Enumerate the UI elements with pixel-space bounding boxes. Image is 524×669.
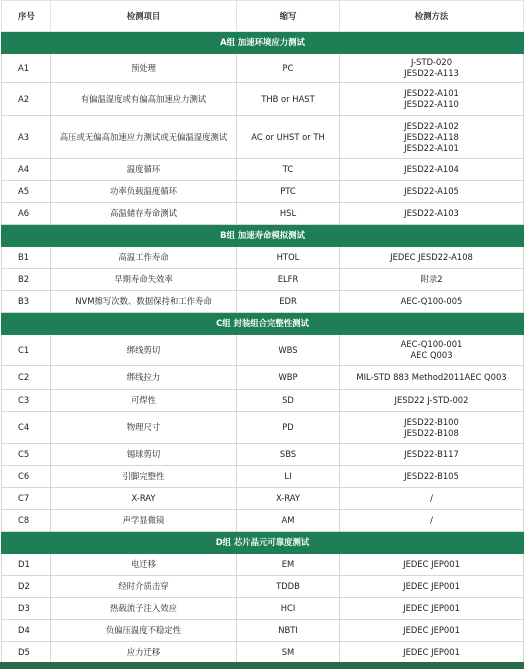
row-abbr: X-RAY xyxy=(237,488,340,510)
row-abbr: TDDB xyxy=(237,576,340,598)
row-abbr: WBP xyxy=(237,366,340,390)
row-item: NVM擦写次数、数据保持和工作寿命 xyxy=(51,291,237,313)
header-method: 检测方法 xyxy=(340,1,524,32)
row-id: B1 xyxy=(2,247,51,269)
group-title: B组 加速寿命模拟测试 xyxy=(2,225,524,247)
group-header-row xyxy=(2,32,524,54)
group-header-row xyxy=(2,225,524,247)
row-id: C4 xyxy=(2,412,51,444)
row-abbr: PTC xyxy=(237,181,340,203)
table-row xyxy=(2,620,524,642)
row-item: X-RAY xyxy=(51,488,237,510)
row-method xyxy=(340,554,524,576)
row-abbr: AC or UHST or TH xyxy=(237,116,340,159)
row-abbr: SBS xyxy=(237,444,340,466)
row-method xyxy=(340,466,524,488)
row-item: 热载流子注入效应 xyxy=(51,598,237,620)
method-line: 附录2 xyxy=(420,274,443,284)
row-id: C3 xyxy=(2,390,51,412)
method-line: MIL-STD 883 Method2011AEC Q003 xyxy=(356,372,507,382)
method-line: AEC Q003 xyxy=(410,350,453,360)
method-line: JEDEC JEP001 xyxy=(403,581,460,591)
row-abbr: THB or HAST xyxy=(237,83,340,116)
row-abbr: SD xyxy=(237,390,340,412)
row-method xyxy=(340,335,524,366)
row-id: D2 xyxy=(2,576,51,598)
row-item: 预处理 xyxy=(51,54,237,83)
method-line: JESD22-A104 xyxy=(404,164,459,174)
method-line: / xyxy=(430,515,433,525)
row-id: C7 xyxy=(2,488,51,510)
method-line: JESD22-B100 xyxy=(404,416,459,427)
row-method xyxy=(340,181,524,203)
table-row xyxy=(2,203,524,225)
method-line: JESD22-B105 xyxy=(404,471,459,481)
row-id: D4 xyxy=(2,620,51,642)
row-item: 引脚完整性 xyxy=(51,466,237,488)
method-line: JESD22-B117 xyxy=(404,449,459,459)
row-method xyxy=(340,54,524,83)
method-line: JESD22 J-STD-002 xyxy=(394,395,469,405)
table-row xyxy=(2,366,524,390)
row-method xyxy=(340,269,524,291)
table-row xyxy=(2,488,524,510)
table-row xyxy=(2,554,524,576)
row-item: 物理尺寸 xyxy=(51,412,237,444)
row-abbr: EDR xyxy=(237,291,340,313)
table-row xyxy=(2,159,524,181)
row-method xyxy=(340,642,524,664)
table-row xyxy=(2,466,524,488)
method-line: JESD22-A118 xyxy=(404,131,459,142)
row-method xyxy=(340,444,524,466)
row-id: D5 xyxy=(2,642,51,664)
row-id: C6 xyxy=(2,466,51,488)
method-line: JESD22-A101 xyxy=(404,88,459,98)
row-id: A6 xyxy=(2,203,51,225)
row-abbr: WBS xyxy=(237,335,340,366)
header-no: 序号 xyxy=(2,1,51,32)
row-item: 绑线拉力 xyxy=(51,366,237,390)
method-line: JESD22-A113 xyxy=(404,68,459,78)
table-row xyxy=(2,642,524,664)
row-method xyxy=(340,116,524,159)
row-abbr: AM xyxy=(237,510,340,532)
row-method xyxy=(340,203,524,225)
method-line: / xyxy=(430,493,433,503)
method-line: JESD22-B108 xyxy=(404,427,459,438)
row-abbr: PC xyxy=(237,54,340,83)
header-row xyxy=(2,1,524,32)
group-title: D组 芯片晶元可靠度测试 xyxy=(2,532,524,554)
row-item: 功率负载温度循环 xyxy=(51,181,237,203)
row-item: 应力迁移 xyxy=(51,642,237,664)
row-abbr: HSL xyxy=(237,203,340,225)
row-id: C1 xyxy=(2,335,51,366)
table-row xyxy=(2,576,524,598)
row-item: 电迁移 xyxy=(51,554,237,576)
row-id: A3 xyxy=(2,116,51,159)
row-id: C8 xyxy=(2,510,51,532)
method-line: JESD22-A103 xyxy=(404,208,459,218)
row-method xyxy=(340,83,524,116)
row-id: B3 xyxy=(2,291,51,313)
group-title: A组 加速环境应力测试 xyxy=(2,32,524,54)
row-id: B2 xyxy=(2,269,51,291)
row-item: 高温工作寿命 xyxy=(51,247,237,269)
row-abbr: LI xyxy=(237,466,340,488)
row-id: A1 xyxy=(2,54,51,83)
table-row xyxy=(2,83,524,116)
row-method xyxy=(340,159,524,181)
row-id: D1 xyxy=(2,554,51,576)
table-body xyxy=(2,32,524,664)
table-row xyxy=(2,269,524,291)
row-item: 负偏压温度不稳定性 xyxy=(51,620,237,642)
row-abbr: NBTI xyxy=(237,620,340,642)
row-method xyxy=(340,510,524,532)
method-line: AEC-Q100-001 xyxy=(400,339,463,349)
method-line: JEDEC JEP001 xyxy=(403,559,460,569)
group-header-row xyxy=(2,313,524,335)
row-id: A5 xyxy=(2,181,51,203)
row-abbr: PD xyxy=(237,412,340,444)
table-row xyxy=(2,54,524,83)
row-method xyxy=(340,247,524,269)
method-line: JESD22-A102 xyxy=(404,120,459,131)
row-item: 绑线剪切 xyxy=(51,335,237,366)
method-line: JEDEC JEP001 xyxy=(403,625,460,635)
row-item: 有偏温湿度或有偏高加速应力测试 xyxy=(51,83,237,116)
header-item: 检测项目 xyxy=(51,1,237,32)
method-line: AEC-Q100-005 xyxy=(400,296,463,306)
row-item: 可焊性 xyxy=(51,390,237,412)
method-line: JESD22-A105 xyxy=(404,186,459,196)
row-method xyxy=(340,488,524,510)
row-abbr: HCI xyxy=(237,598,340,620)
row-item: 经时介质击穿 xyxy=(51,576,237,598)
row-method xyxy=(340,620,524,642)
table-row xyxy=(2,598,524,620)
row-abbr: SM xyxy=(237,642,340,664)
row-id: C2 xyxy=(2,366,51,390)
method-line: JEDEC JESD22-A108 xyxy=(390,252,473,262)
table-row xyxy=(2,444,524,466)
row-item: 高压或无偏高加速应力测试或无偏温湿度测试 xyxy=(51,116,237,159)
row-id: C5 xyxy=(2,444,51,466)
table-row xyxy=(2,181,524,203)
row-method xyxy=(340,390,524,412)
row-id: A4 xyxy=(2,159,51,181)
row-method xyxy=(340,366,524,390)
method-line: JESD22-A110 xyxy=(404,99,459,109)
row-method xyxy=(340,291,524,313)
row-abbr: ELFR xyxy=(237,269,340,291)
method-line: J-STD-020 xyxy=(410,57,453,67)
table-row xyxy=(2,116,524,159)
row-id: A2 xyxy=(2,83,51,116)
row-abbr: EM xyxy=(237,554,340,576)
row-abbr: TC xyxy=(237,159,340,181)
group-header-row xyxy=(2,532,524,554)
row-item: 声学显微镜 xyxy=(51,510,237,532)
bottom-bar xyxy=(0,662,524,669)
method-line: JESD22-A101 xyxy=(404,142,459,153)
method-line: JEDEC JEP001 xyxy=(403,647,460,657)
group-title: C组 封装组合完整性测试 xyxy=(2,313,524,335)
test-table xyxy=(1,0,524,664)
header-abbr: 缩写 xyxy=(237,1,340,32)
row-abbr: HTOL xyxy=(237,247,340,269)
row-item: 高温储存寿命测试 xyxy=(51,203,237,225)
row-method xyxy=(340,576,524,598)
row-item: 温度循环 xyxy=(51,159,237,181)
row-item: 早期寿命失效率 xyxy=(51,269,237,291)
row-method xyxy=(340,412,524,444)
row-item: 锡球剪切 xyxy=(51,444,237,466)
method-line: JEDEC JEP001 xyxy=(403,603,460,613)
table-row xyxy=(2,247,524,269)
table-row xyxy=(2,412,524,444)
row-method xyxy=(340,598,524,620)
table-row xyxy=(2,291,524,313)
table-row xyxy=(2,335,524,366)
table-row xyxy=(2,390,524,412)
row-id: D3 xyxy=(2,598,51,620)
table-row xyxy=(2,510,524,532)
